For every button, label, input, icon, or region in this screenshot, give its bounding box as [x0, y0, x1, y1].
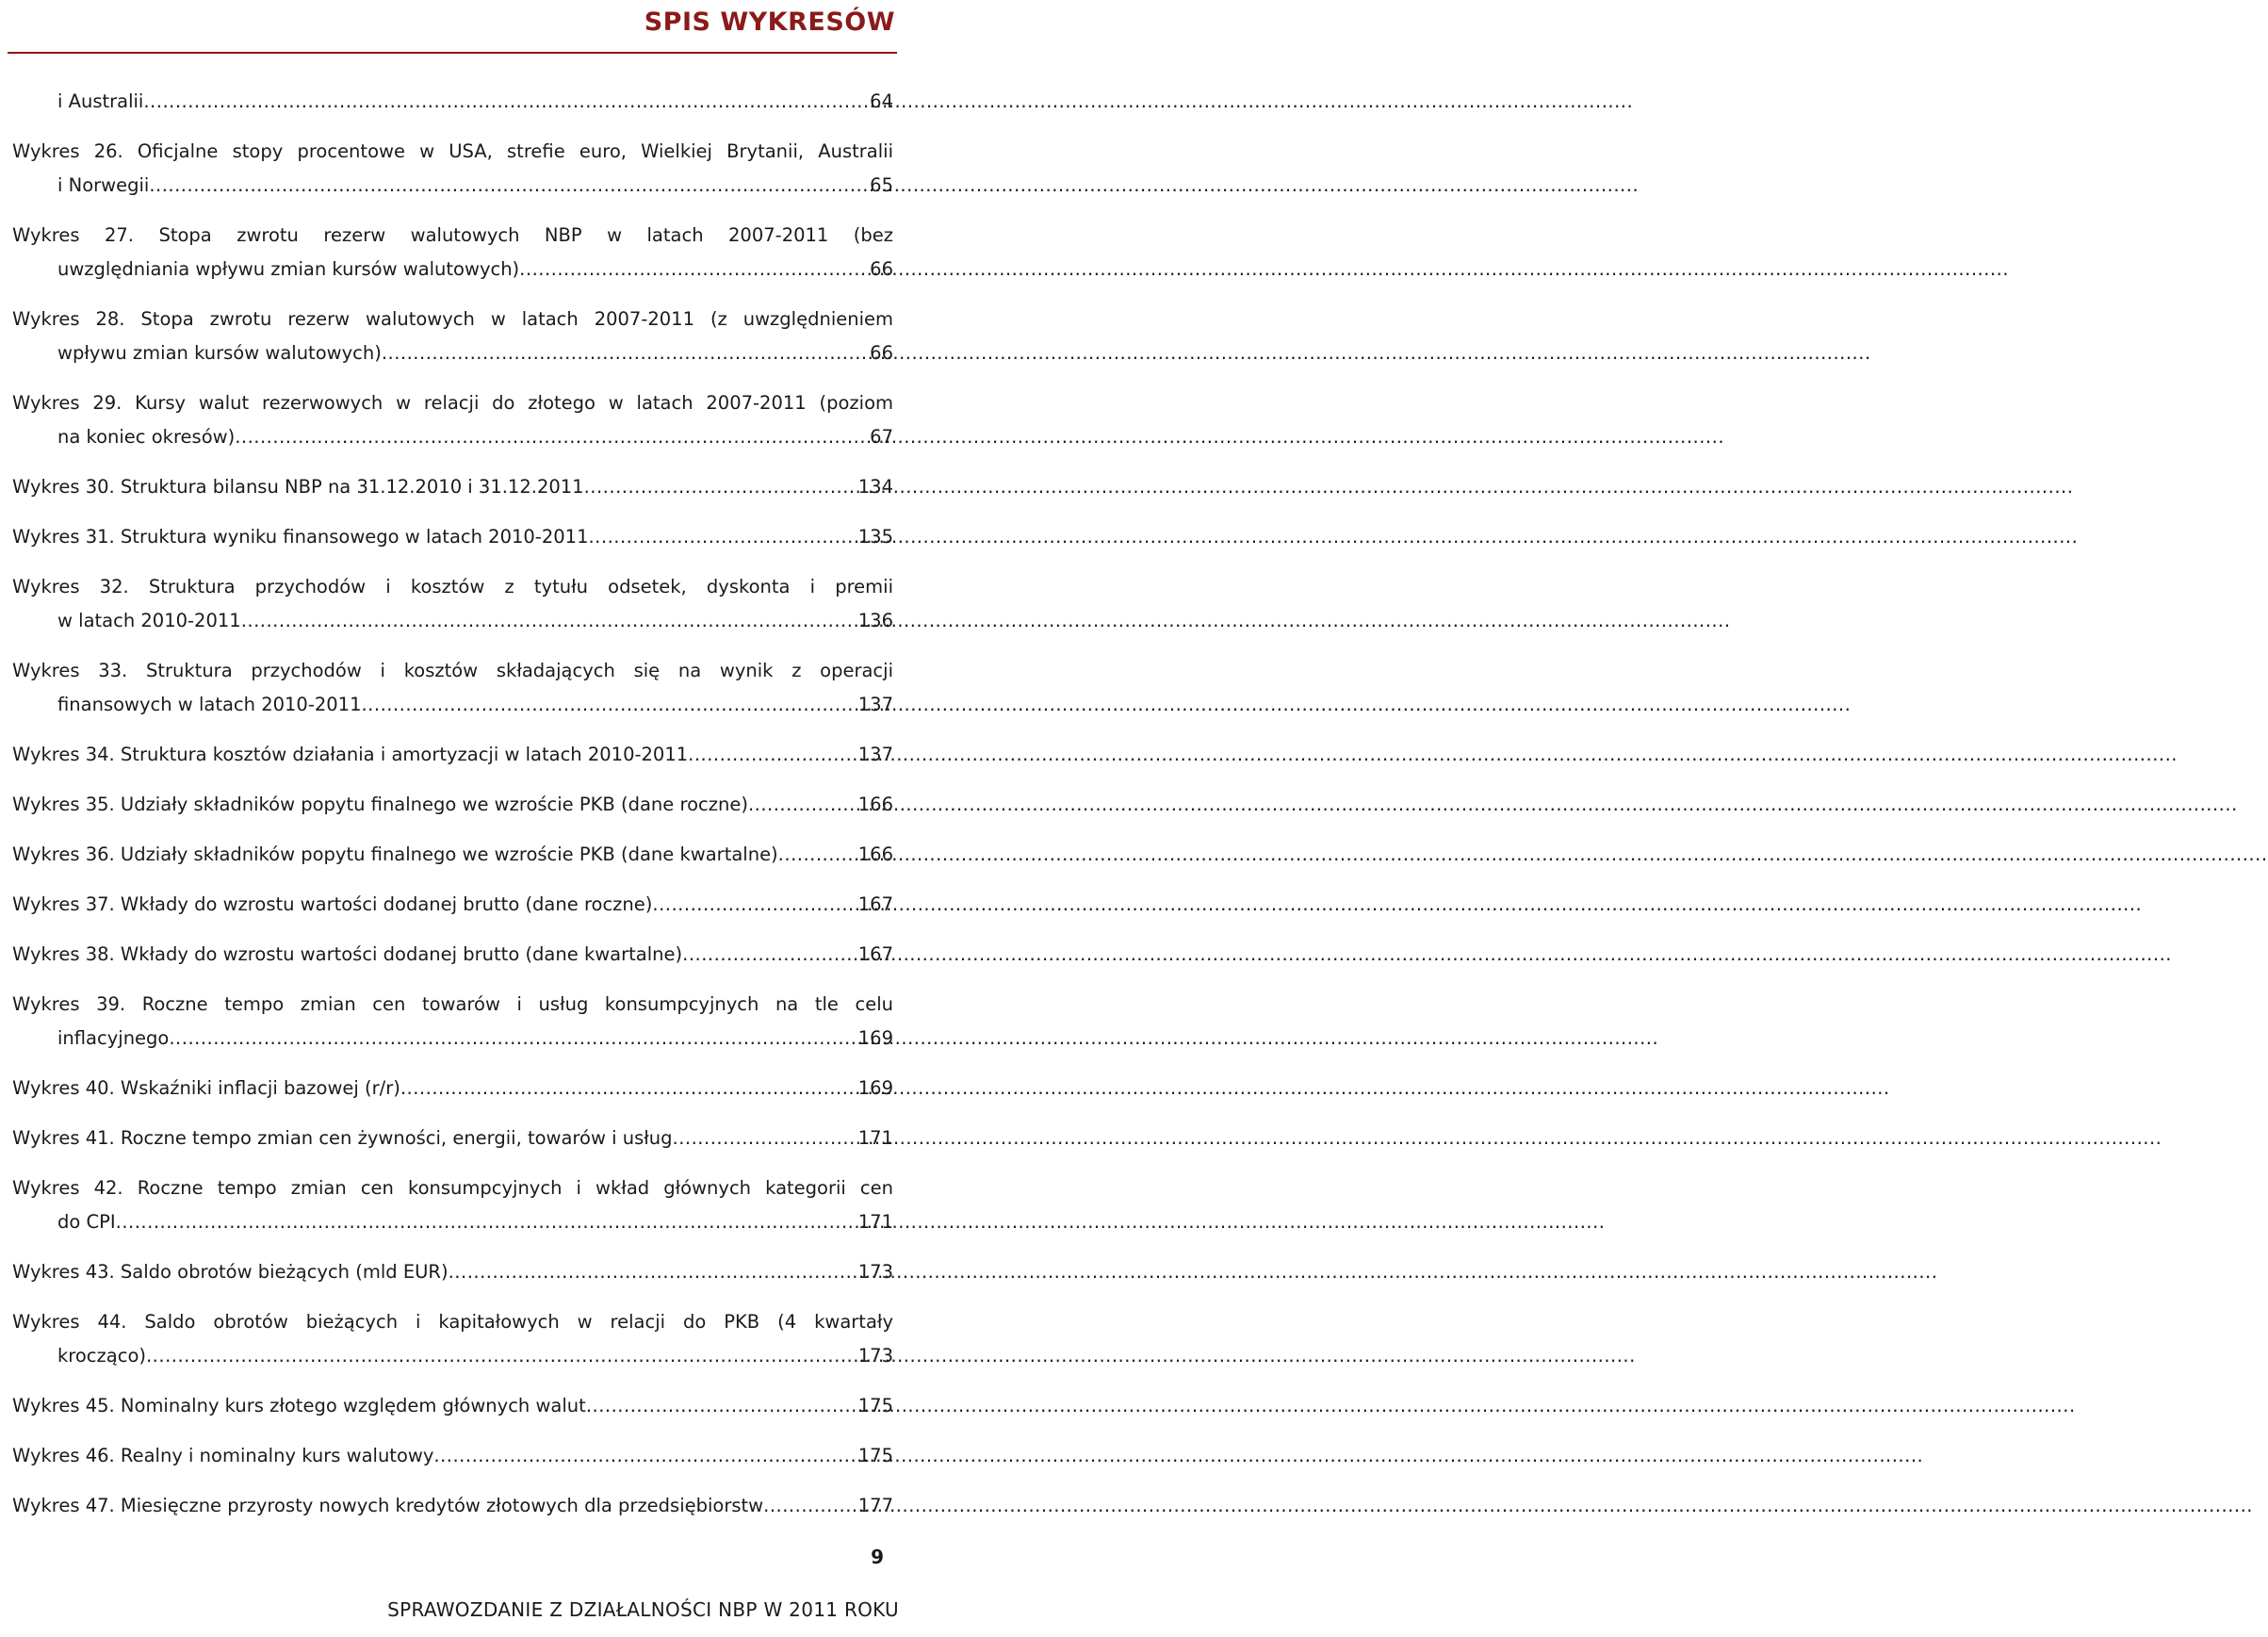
toc-entry-title: Wykres 46. Realny i nominalny kurs walutowy	[12, 1445, 434, 1466]
toc-entry-page[interactable]: 137	[857, 744, 893, 765]
dot-leader	[519, 253, 867, 286]
toc-entry-title: uwzględniania wpływu zmian kursów walutowych)	[57, 258, 520, 280]
dot-leader	[235, 420, 867, 454]
toc-entry-last-line	[12, 738, 893, 772]
toc-entry-title: Wykres 41. Roczne tempo zmian cen żywności, energii, towarów i usług	[12, 1127, 673, 1149]
toc-entry-page[interactable]: 175	[857, 1395, 893, 1416]
toc-entry[interactable]	[12, 1255, 893, 1289]
toc-entry-last-line	[12, 1121, 893, 1155]
header-divider	[8, 52, 897, 54]
toc-entry[interactable]	[12, 1389, 893, 1423]
toc-entry[interactable]	[12, 788, 893, 822]
toc-entry-last-line	[12, 520, 893, 554]
toc-entry-title: Wykres 43. Saldo obrotów bieżących (mld EUR)	[12, 1261, 449, 1283]
toc-entry-page[interactable]: 135	[857, 526, 893, 548]
toc-entry-title: na koniec okresów)	[57, 426, 236, 448]
toc-entry-page[interactable]: 137	[857, 694, 893, 715]
toc-entry-title-line: Wykres 29. Kursy walut rezerwowych w relacji do złotego w latach 2007-2011 (poziom	[12, 392, 893, 414]
toc-entry-page[interactable]: 167	[857, 893, 893, 915]
toc-entry-title: Wykres 45. Nominalny kurs złotego względem głównych walut	[12, 1395, 586, 1416]
toc-entry-title: Wykres 37. Wkłady do wzrostu wartości dodanej brutto (dane roczne)	[12, 893, 653, 915]
toc-entry-title: w latach 2010-2011	[57, 610, 241, 631]
toc-entry-last-line	[12, 1339, 893, 1373]
toc-entry[interactable]	[12, 303, 893, 370]
toc-entry-page[interactable]: 166	[857, 843, 893, 865]
toc-entry-last-line	[12, 1489, 893, 1523]
toc-entry-title: Wykres 35. Udziały składników popytu finalnego we wzroście PKB (dane roczne)	[12, 794, 748, 815]
dot-leader	[586, 1389, 856, 1423]
dot-leader	[763, 1489, 856, 1523]
toc-entry-page[interactable]: 67	[870, 426, 893, 448]
toc-entry[interactable]	[12, 135, 893, 203]
dot-leader	[682, 938, 856, 972]
toc-entry-page[interactable]: 175	[857, 1445, 893, 1466]
toc-entry-last-line	[12, 1255, 893, 1289]
toc-entry-last-line	[12, 688, 893, 722]
toc-entry[interactable]	[12, 1171, 893, 1239]
toc-entry-last-line	[12, 1439, 893, 1473]
toc-entry-title-line: Wykres 42. Roczne tempo zmian cen konsumpcyjnych i wkład głównych kategorii cen	[12, 1177, 893, 1199]
toc-entry-last-line	[12, 1205, 893, 1239]
toc-entry-last-line	[12, 169, 893, 203]
dot-leader	[673, 1121, 856, 1155]
toc-entry-title-line: Wykres 32. Struktura przychodów i kosztów z tytułu odsetek, dyskonta i premii	[12, 576, 893, 598]
toc-entry[interactable]	[12, 1072, 893, 1105]
toc-entry-title: krocząco)	[57, 1345, 146, 1367]
toc-entry-last-line	[12, 888, 893, 922]
toc-entry-title: Wykres 40. Wskaźniki inflacji bazowej (r/r)	[12, 1077, 400, 1099]
toc-entry-page[interactable]: 167	[857, 943, 893, 965]
toc-entry-page[interactable]: 169	[857, 1027, 893, 1049]
section-title: SPIS WYKRESÓW	[644, 8, 895, 37]
toc-entry[interactable]	[12, 738, 893, 772]
toc-entry-title: Wykres 31. Struktura wyniku finansowego w latach 2010-2011	[12, 526, 589, 548]
toc-entry-last-line	[12, 470, 893, 504]
toc-entry-title: finansowych w latach 2010-2011	[57, 694, 362, 715]
dot-leader	[688, 738, 856, 772]
dot-leader	[449, 1255, 856, 1289]
toc-entry-title: Wykres 47. Miesięczne przyrosty nowych kredytów złotowych dla przedsiębiorstw	[12, 1495, 764, 1516]
footer-text: SPRAWOZDANIE Z DZIAŁALNOŚCI NBP W 2011 ROKU	[387, 1598, 899, 1621]
toc-entry[interactable]	[12, 570, 893, 638]
toc-entry-title-line: Wykres 39. Roczne tempo zmian cen towarów i usług konsumpcyjnych na tle celu	[12, 993, 893, 1015]
dot-leader	[588, 520, 855, 554]
toc-entry[interactable]	[12, 654, 893, 722]
toc-entry-page[interactable]: 65	[870, 174, 893, 196]
toc-entry-last-line	[12, 788, 893, 822]
dot-leader	[241, 604, 856, 638]
table-of-figures	[12, 85, 893, 1539]
toc-entry-title: do CPI	[57, 1211, 116, 1233]
toc-entry-page[interactable]: 166	[857, 794, 893, 815]
toc-entry-last-line	[12, 85, 893, 119]
dot-leader	[652, 888, 855, 922]
toc-entry-page[interactable]: 136	[857, 610, 893, 631]
toc-entry-title-line: Wykres 33. Struktura przychodów i kosztów składających się na wynik z operacji	[12, 660, 893, 681]
toc-entry[interactable]	[12, 1305, 893, 1373]
dot-leader	[149, 169, 867, 203]
toc-entry-last-line	[12, 336, 893, 370]
toc-entry-page[interactable]: 66	[870, 258, 893, 280]
toc-entry[interactable]	[12, 1439, 893, 1473]
toc-entry[interactable]	[12, 1489, 893, 1523]
toc-entry-page[interactable]: 173	[857, 1261, 893, 1283]
toc-entry-last-line	[12, 604, 893, 638]
toc-entry-last-line	[12, 938, 893, 972]
dot-leader	[146, 1339, 856, 1373]
dot-leader	[143, 85, 867, 119]
toc-entry-last-line	[12, 1072, 893, 1105]
dot-leader	[778, 838, 856, 872]
toc-entry-title-line: Wykres 44. Saldo obrotów bieżących i kapitałowych w relacji do PKB (4 kwartały	[12, 1311, 893, 1333]
dot-leader	[748, 788, 856, 822]
toc-entry[interactable]	[12, 386, 893, 454]
dot-leader	[361, 688, 855, 722]
toc-entry-page[interactable]: 171	[857, 1127, 893, 1149]
toc-entry-page[interactable]: 64	[870, 90, 893, 112]
toc-entry-page[interactable]: 173	[857, 1345, 893, 1367]
toc-entry-last-line	[12, 1022, 893, 1056]
toc-entry[interactable]	[12, 520, 893, 554]
toc-entry-page[interactable]: 169	[857, 1077, 893, 1099]
toc-entry[interactable]	[12, 219, 893, 286]
toc-entry-page[interactable]: 171	[857, 1211, 893, 1233]
toc-entry-title: Wykres 36. Udziały składników popytu finalnego we wzroście PKB (dane kwartalne)	[12, 843, 778, 865]
toc-entry-title: Wykres 38. Wkłady do wzrostu wartości dodanej brutto (dane kwartalne)	[12, 943, 683, 965]
dot-leader	[169, 1022, 855, 1056]
toc-entry-title: wpływu zmian kursów walutowych)	[57, 342, 382, 364]
toc-entry-title: inflacyjnego	[57, 1027, 170, 1049]
toc-entry-last-line	[12, 253, 893, 286]
toc-entry[interactable]	[12, 988, 893, 1056]
toc-entry[interactable]	[12, 938, 893, 972]
toc-entry[interactable]	[12, 838, 893, 872]
toc-entry-last-line	[12, 838, 893, 872]
toc-entry[interactable]	[12, 888, 893, 922]
toc-entry-title-line: Wykres 28. Stopa zwrotu rezerw walutowych w latach 2007-2011 (z uwzględnieniem	[12, 308, 893, 330]
dot-leader	[433, 1439, 855, 1473]
toc-entry[interactable]	[12, 470, 893, 504]
toc-entry-title-line: Wykres 26. Oficjalne stopy procentowe w USA, strefie euro, Wielkiej Brytanii, Australii	[12, 140, 893, 162]
dot-leader	[382, 336, 867, 370]
toc-entry-title-line: Wykres 27. Stopa zwrotu rezerw walutowych NBP w latach 2007-2011 (bez	[12, 224, 893, 246]
toc-entry[interactable]	[12, 85, 893, 119]
dot-leader	[584, 470, 856, 504]
toc-entry-title: Wykres 34. Struktura kosztów działania i amortyzacji w latach 2010-2011	[12, 744, 689, 765]
toc-entry-page[interactable]: 177	[857, 1495, 893, 1516]
toc-entry-last-line	[12, 1389, 893, 1423]
toc-entry[interactable]	[12, 1121, 893, 1155]
toc-entry-page[interactable]: 66	[870, 342, 893, 364]
dot-leader	[400, 1072, 856, 1105]
page-number: 9	[871, 1546, 884, 1568]
toc-entry-page[interactable]: 134	[857, 476, 893, 498]
toc-entry-last-line	[12, 420, 893, 454]
dot-leader	[116, 1205, 856, 1239]
toc-entry-title: i Australii	[57, 90, 144, 112]
toc-entry-title: Wykres 30. Struktura bilansu NBP na 31.12.2010 i 31.12.2011	[12, 476, 584, 498]
toc-entry-title: i Norwegii	[57, 174, 150, 196]
